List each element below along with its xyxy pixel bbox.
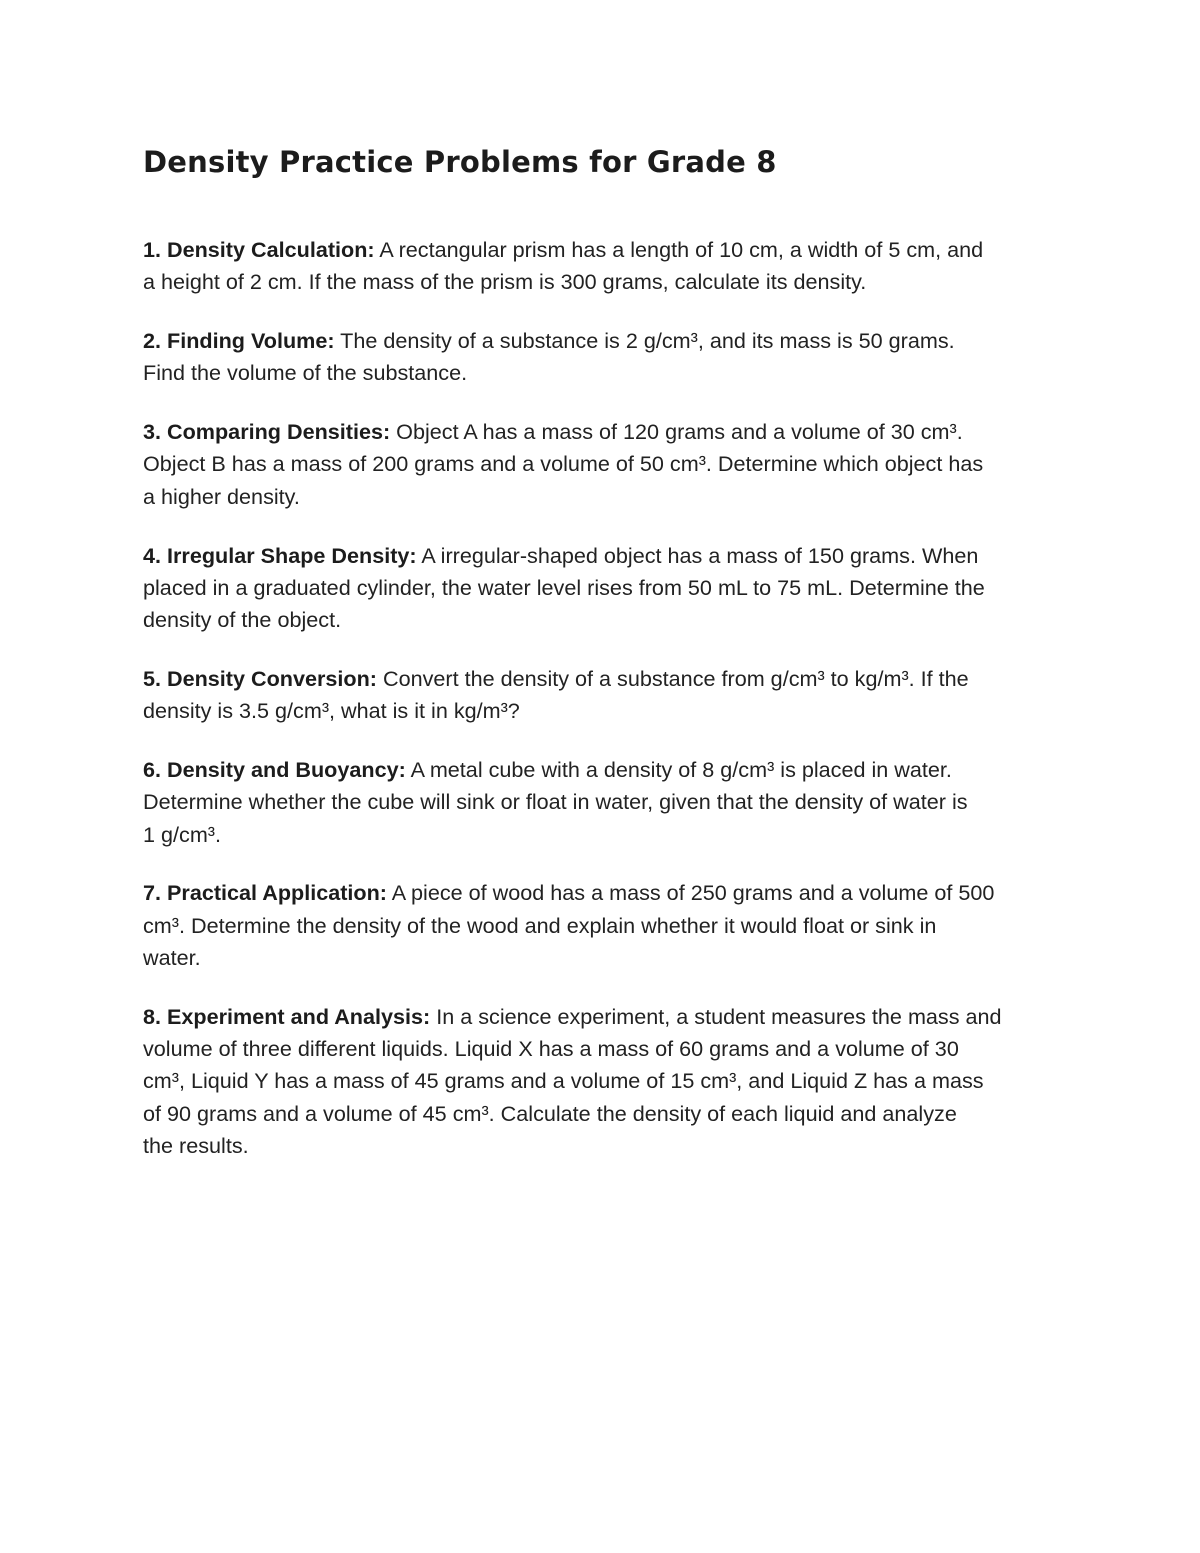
problem-heading: 5. Density Conversion: bbox=[143, 665, 377, 691]
problem-line bbox=[143, 357, 1068, 389]
problem-line bbox=[143, 604, 1068, 636]
problem-line bbox=[143, 448, 1068, 480]
problem-text: Determine whether the cube will sink or float in water, given that the density of water is bbox=[143, 789, 968, 815]
problem-heading: 1. Density Calculation: bbox=[143, 237, 375, 262]
problem-heading: 6. Density and Buoyancy: bbox=[143, 757, 406, 783]
problem-line bbox=[143, 910, 1068, 942]
problem-text: water. bbox=[143, 945, 201, 971]
problem-text: A piece of wood has a mass of 250 grams and a volume of 500 bbox=[387, 880, 995, 906]
problem-text: Object B has a mass of 200 grams and a volume of 50 cm³. Determine which object has bbox=[143, 451, 984, 477]
problem-line bbox=[143, 786, 1068, 818]
problem-text: A metal cube with a density of 8 g/cm³ is placed in water. bbox=[405, 757, 952, 783]
problem-line bbox=[143, 266, 1068, 298]
problem-heading: 8. Experiment and Analysis: bbox=[143, 1003, 431, 1029]
problem-item bbox=[143, 1001, 1068, 1162]
problem-text: the results. bbox=[143, 1133, 249, 1159]
problem-text: A rectangular prism has a length of 10 cm, a width of 5 cm, and bbox=[374, 237, 984, 262]
problem-text: placed in a graduated cylinder, the water level rises from 50 mL to 75 mL. Determine the bbox=[143, 574, 985, 600]
problem-heading: 2. Finding Volume: bbox=[143, 328, 335, 354]
problem-item bbox=[143, 540, 1068, 637]
problem-line bbox=[143, 942, 1068, 974]
problem-text: In a science experiment, a student measures the mass and bbox=[430, 1003, 1002, 1029]
problem-item bbox=[143, 877, 1068, 974]
problem-text: density of the object. bbox=[143, 607, 342, 633]
problem-text: cm³, Liquid Y has a mass of 45 grams and a volume of 15 cm³, and Liquid Z has a mass bbox=[143, 1068, 984, 1094]
problem-line bbox=[143, 1098, 1068, 1130]
problem-line bbox=[143, 1065, 1068, 1097]
problem-item bbox=[143, 663, 1068, 728]
problem-item bbox=[143, 754, 1068, 851]
problem-line bbox=[143, 1001, 1068, 1033]
problem-line bbox=[143, 234, 1068, 266]
problem-heading: 4. Irregular Shape Density: bbox=[143, 542, 417, 568]
problem-line bbox=[143, 1130, 1068, 1162]
problem-text: a higher density. bbox=[143, 483, 300, 509]
problem-line bbox=[143, 481, 1068, 513]
problem-text: density is 3.5 g/cm³, what is it in kg/m³? bbox=[143, 698, 520, 724]
problem-list bbox=[143, 234, 1068, 1189]
problem-text: 1 g/cm³. bbox=[143, 821, 221, 847]
problem-text: A irregular-shaped object has a mass of 150 grams. When bbox=[416, 542, 979, 568]
problem-line bbox=[143, 819, 1068, 851]
problem-line bbox=[143, 877, 1068, 909]
problem-line bbox=[143, 1033, 1068, 1065]
problem-line bbox=[143, 754, 1068, 786]
problem-line bbox=[143, 416, 1068, 448]
problem-text: cm³. Determine the density of the wood and explain whether it would float or sink in bbox=[143, 912, 937, 938]
problem-line bbox=[143, 325, 1068, 357]
problem-heading: 7. Practical Application: bbox=[143, 880, 387, 906]
problem-text: volume of three different liquids. Liquid X has a mass of 60 grams and a volume of 30 bbox=[143, 1036, 959, 1062]
problem-heading: 3. Comparing Densities: bbox=[143, 419, 391, 445]
problem-item bbox=[143, 234, 1068, 299]
problem-line bbox=[143, 663, 1068, 695]
problem-line bbox=[143, 572, 1068, 604]
problem-item bbox=[143, 416, 1068, 513]
problem-text: The density of a substance is 2 g/cm³, and its mass is 50 grams. bbox=[334, 328, 955, 354]
problem-item bbox=[143, 325, 1068, 390]
problem-line bbox=[143, 695, 1068, 727]
problem-text: Convert the density of a substance from g/cm³ to kg/m³. If the bbox=[377, 665, 969, 691]
page-title: Density Practice Problems for Grade 8 bbox=[143, 145, 777, 179]
problem-text: Find the volume of the substance. bbox=[143, 360, 468, 386]
problem-text: of 90 grams and a volume of 45 cm³. Calculate the density of each liquid and analyze bbox=[143, 1100, 957, 1126]
problem-text: Object A has a mass of 120 grams and a volume of 30 cm³. bbox=[390, 419, 963, 445]
problem-line bbox=[143, 540, 1068, 572]
problem-text: a height of 2 cm. If the mass of the prism is 300 grams, calculate its density. bbox=[143, 269, 867, 295]
